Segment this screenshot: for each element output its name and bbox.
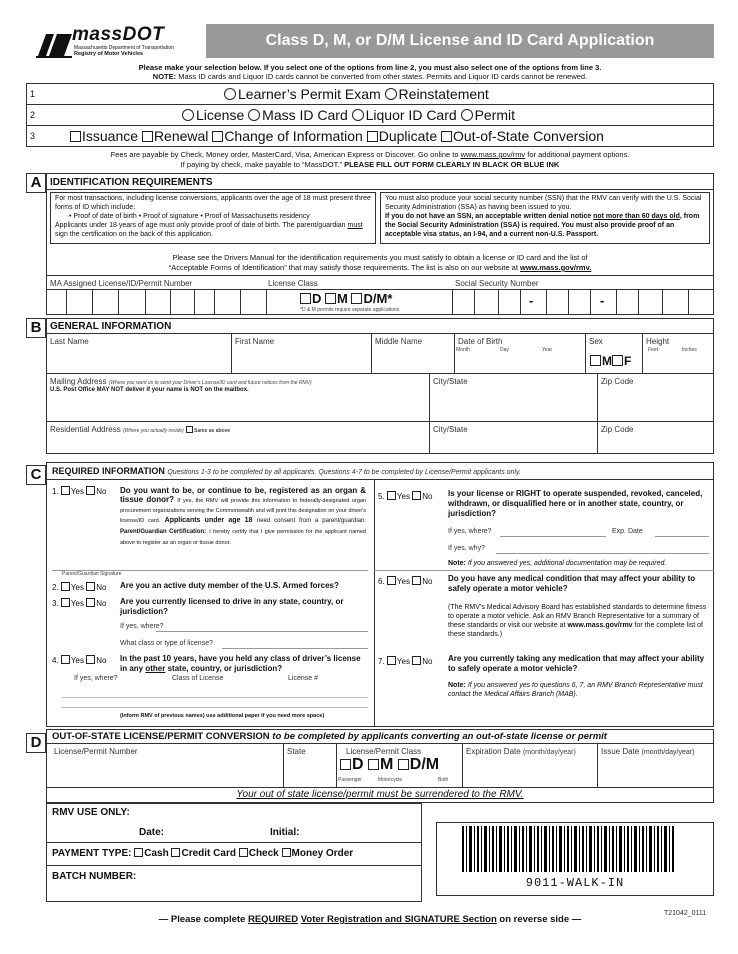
q2-no-checkbox[interactable]	[86, 582, 95, 591]
section-b-letter: B	[26, 318, 46, 338]
q6-answers: 6. Yes No	[378, 577, 433, 586]
surrender-note: Your out of state license/permit must be surrendered to the RMV.	[236, 789, 524, 800]
q6-text: Do you have any medical condition that may affect your ability to safely operate a motor vehicle?	[448, 574, 696, 593]
q5-note: Note: If you answered yes, additional documentation may be required.	[448, 560, 667, 567]
class-d-option[interactable]: D	[300, 291, 321, 306]
q4-no-checkbox[interactable]	[86, 655, 95, 664]
checkbox-icon[interactable]	[351, 293, 362, 304]
dob-year-label: Year	[542, 347, 553, 353]
line-1-options	[224, 86, 489, 102]
q5-yes-checkbox[interactable]	[387, 491, 396, 500]
sex-f-option[interactable]: F	[612, 354, 631, 368]
checkbox-icon[interactable]	[441, 131, 452, 142]
q6-no-checkbox[interactable]	[412, 576, 421, 585]
option-out-of-state[interactable]: Out-of-State Conversion	[441, 128, 604, 144]
q1-yes-checkbox[interactable]	[61, 486, 70, 495]
last-name-label: Last Name	[50, 337, 89, 346]
note-text: Mass ID cards and Liquor ID cards cannot be converted from other states. Permits and Liquor ID cards cannot be renewed.	[178, 72, 588, 81]
website-link[interactable]: www.mass.gov/rmv.	[520, 263, 592, 272]
class-dm-option[interactable]: D/M*	[351, 291, 392, 306]
oos-class-d[interactable]: D	[340, 756, 364, 773]
line-3-number: 3	[30, 131, 36, 141]
mailing-zip-label: Zip Code	[601, 377, 634, 386]
oos-class-sub-motorcycle: Motorcycle	[378, 777, 403, 783]
q1-answers: 1. Yes No	[52, 487, 107, 496]
checkbox-icon[interactable]	[340, 759, 351, 770]
section-a-letter: A	[26, 173, 46, 193]
section-c-subtitle: Questions 1-3 to be completed by all applicants. Questions 4-7 to be completed by License/Permit applicants only.	[167, 469, 521, 476]
section-d-subtitle: to be completed by applicants converting an out-of-state license or permit	[272, 731, 607, 742]
rmv-initial-label: Initial:	[270, 827, 300, 838]
section-d-title: OUT-OF-STATE LICENSE/PERMIT CONVERSION	[52, 731, 270, 742]
option-permit[interactable]: Permit	[461, 107, 515, 123]
inches-label: Inches	[682, 347, 697, 353]
radio-icon[interactable]	[182, 109, 194, 121]
license-number-label: MA Assigned License/ID/Permit Number	[50, 279, 193, 288]
fees-line-2: If paying by check, make payable to “MassDOT.” PLEASE FILL OUT FORM CLEARLY IN BLACK OR BLUE INK	[180, 160, 560, 169]
oos-class-m[interactable]: M	[368, 756, 393, 773]
oos-class-label: License/Permit Class	[346, 747, 422, 756]
oos-issue-label: Issue Date (month/day/year)	[601, 747, 695, 756]
oos-class-options	[340, 756, 439, 774]
q5-answers: 5. Yes No	[378, 492, 433, 501]
id-requirements-right-text: You must also produce your social security number (SSN) that the RMV can verify with the U.S. Social Security Administration (SSA) as having been issued to you. If you do not have an SSN, an acceptable written denial notice not more than 60 days old, from the Social Security Administration (SSA) is required. You must also provide proof of an acceptable visa status, an I-94, and a current non-U.S. Passport.	[385, 195, 702, 238]
footer-note: — Please complete REQUIRED Voter Registration and SIGNATURE Section on reverse side —	[158, 914, 582, 925]
dob-day-label: Day	[500, 347, 509, 353]
section-d-heading	[52, 731, 607, 742]
section-c-heading	[52, 466, 521, 476]
section-c-title: REQUIRED INFORMATION	[52, 466, 165, 476]
q2-answers: 2. Yes No	[52, 583, 107, 592]
barcode-icon	[462, 826, 674, 872]
section-a-title: IDENTIFICATION REQUIREMENTS	[50, 177, 213, 188]
intro-note	[26, 72, 714, 81]
checkbox-icon[interactable]	[300, 293, 311, 304]
logo-sub2: Registry of Motor Vehicles	[74, 51, 144, 57]
line-3-options	[70, 128, 604, 144]
payment-money-order[interactable]: Money Order	[282, 848, 354, 859]
mailing-city-label: City/State	[433, 377, 468, 386]
oos-class-sub-both: Both	[438, 777, 449, 783]
q2-text: Are you an active duty member of the U.S. Armed forces?	[120, 581, 339, 590]
line-1-number: 1	[30, 89, 36, 99]
q3-answers: 3. Yes No	[52, 599, 107, 608]
parent-signature-label: Parent/Guardian Signature	[62, 571, 122, 577]
q4-yes-checkbox[interactable]	[61, 655, 70, 664]
option-liquor-id[interactable]: Liquor ID Card	[352, 107, 457, 123]
oos-state-label: State	[287, 747, 306, 756]
license-class-label: License Class	[268, 279, 318, 288]
dob-month-label: Month	[456, 347, 470, 353]
checkbox-icon[interactable]	[367, 131, 378, 142]
option-issuance[interactable]: Issuance	[70, 128, 138, 144]
radio-icon[interactable]	[224, 88, 236, 100]
section-d-letter: D	[26, 733, 46, 753]
oos-class-sub-passenger: Passenger	[338, 777, 362, 783]
same-as-above-checkbox[interactable]	[186, 426, 193, 433]
q4-answers: 4. Yes No	[52, 656, 107, 665]
q3-yes-checkbox[interactable]	[61, 598, 70, 607]
payment-check[interactable]: Check	[239, 848, 279, 859]
po-note: U.S. Post Office MAY NOT deliver if your name is NOT on the mailbox.	[50, 387, 249, 393]
q5-where-label: If yes, where?	[448, 528, 492, 535]
q5-text: Is your license or RIGHT to operate suspended, revoked, canceled, withdrawn, or disqualified here or in another state, country, or jurisdiction?	[448, 489, 703, 518]
radio-icon[interactable]	[352, 109, 364, 121]
oos-license-number-label: License/Permit Number	[54, 747, 138, 756]
manual-line-1: Please see the Drivers Manual for the identification requirements you must satisfy to obtain a license or ID card and the list of	[172, 253, 588, 262]
page-title: Class D, M, or D/M License and ID Card Application	[265, 32, 655, 49]
q4-inform-note: (Inform RMV of previous names) use additional paper if you need more space)	[120, 713, 325, 719]
q1-no-checkbox[interactable]	[86, 486, 95, 495]
checkbox-icon[interactable]	[368, 759, 379, 770]
q3-text: Are you currently licensed to drive in any state, country, or jurisdiction?	[120, 597, 344, 616]
q4-license-label: License #	[288, 675, 318, 682]
manual-line-2: “Acceptable Forms of Identification” that may satisfy those requirements. The list is also on our website at www.mass.gov/rmv.	[168, 263, 592, 272]
class-m-option[interactable]: M	[325, 291, 348, 306]
residential-zip-label: Zip Code	[601, 425, 634, 434]
logo-mark-icon	[36, 26, 74, 58]
payment-credit[interactable]: Credit Card	[171, 848, 235, 859]
q2-yes-checkbox[interactable]	[61, 582, 70, 591]
q7-note: Note: If you answered yes to questions 6, 7, an RMV Branch Representative must contact the Medical Affairs Branch (MAB).	[448, 682, 703, 698]
option-reinstatement[interactable]: Reinstatement	[385, 86, 489, 102]
payment-type: PAYMENT TYPE: Cash Credit Card Check Money Order	[52, 848, 354, 859]
checkbox-icon[interactable]	[239, 848, 248, 857]
q6-url-link[interactable]: www.mass.gov/rmv	[567, 622, 633, 629]
dob-label: Date of Birth	[458, 337, 503, 346]
q7-yes-checkbox[interactable]	[387, 656, 396, 665]
oos-class-dm[interactable]: D/M	[398, 756, 439, 773]
option-license[interactable]: License	[182, 107, 244, 123]
q6-paragraph: (The RMV’s Medical Advisory Board has established standards to determine fitness to operate a motor vehicle. Ask an RMV Branch Representative for a summary of these standards or visit our website at www.mass.gov/rmv for the complete list of these standards.)	[448, 604, 707, 638]
checkbox-icon[interactable]	[325, 293, 336, 304]
q6-yes-checkbox[interactable]	[387, 576, 396, 585]
residential-address-label: Residential Address (Where you actually reside) Same as above	[50, 425, 231, 434]
checkbox-icon[interactable]	[134, 848, 143, 857]
q7-text: Are you currently taking any medication that may affect your ability to safely operate a motor vehicle?	[448, 654, 705, 673]
height-label: Height	[646, 337, 670, 346]
option-learners-permit[interactable]: Learner’s Permit Exam	[224, 86, 381, 102]
mailing-address-label: Mailing Address (Where you want us to send your Driver’s License/ID card and future notices from the RMV)	[50, 377, 312, 386]
q3-where-label: If yes, where?	[120, 623, 164, 630]
checkbox-icon[interactable]	[398, 759, 409, 770]
checkbox-icon[interactable]	[590, 355, 601, 366]
q5-why-label: If yes, why?	[448, 545, 485, 552]
license-class-options	[300, 291, 392, 306]
checkbox-icon[interactable]	[212, 131, 223, 142]
feet-label: Feet	[648, 347, 659, 353]
ssn-dash-1: -	[529, 293, 534, 308]
first-name-label: First Name	[235, 337, 275, 346]
option-change-info[interactable]: Change of Information	[212, 128, 363, 144]
checkbox-icon[interactable]	[282, 848, 291, 857]
massdot-logo	[36, 24, 206, 60]
intro-line: Please make your selection below. If you select one of the options from line 2, you must also select one of the options from line 3.	[138, 63, 602, 72]
logo-text: massDOT	[72, 24, 165, 45]
middle-name-label: Middle Name	[375, 337, 423, 346]
ssn-label: Social Security Number	[455, 279, 539, 288]
q4-class-label: Class of License	[172, 675, 224, 682]
q5-exp-label: Exp. Date	[612, 528, 643, 535]
q3-no-checkbox[interactable]	[86, 598, 95, 607]
sex-options	[590, 354, 631, 368]
note-label: NOTE:	[152, 72, 177, 81]
checkbox-icon[interactable]	[70, 131, 81, 142]
checkbox-icon[interactable]	[142, 131, 153, 142]
q4-text: In the past 10 years, have you held any class of driver’s license in any other state, country, or jurisdiction?	[120, 654, 361, 673]
q3-class-label: What class or type of license?	[120, 640, 213, 647]
form-number: T21042_0111	[664, 910, 707, 917]
section-b-title: GENERAL INFORMATION	[50, 321, 172, 332]
q1-text: Do you want to be, or continue to be, registered as an organ & tissue donor? If yes, the RMV will provide this information to federally-designated organ procurement organizations serving the Commonwealth and will print this designation on your driver's license/ID card. Applicants under age 18 need consent from a parent/guardian. Parent/Guardian Certification: I hereby certify that I give permission for the applicant named above to register as an organ or tissue donor.	[120, 486, 367, 546]
checkbox-icon[interactable]	[171, 848, 180, 857]
logo-sub1: Massachusetts Department of Transportation	[74, 45, 174, 51]
checkbox-icon[interactable]	[612, 355, 623, 366]
section-c-letter: C	[26, 465, 46, 485]
rmv-url-link[interactable]: www.mass.gov/rmv	[460, 150, 526, 159]
q5-no-checkbox[interactable]	[412, 491, 421, 500]
q7-answers: 7. Yes No	[378, 657, 433, 666]
radio-icon[interactable]	[248, 109, 260, 121]
line-2-options	[182, 107, 515, 123]
oos-exp-label: Expiration Date (month/day/year)	[466, 747, 576, 756]
batch-number-label: BATCH NUMBER:	[52, 871, 137, 882]
q7-no-checkbox[interactable]	[412, 656, 421, 665]
line-2-number: 2	[30, 110, 36, 120]
option-renewal[interactable]: Renewal	[142, 128, 208, 144]
fees-line-1: Fees are payable by Check, Money order, MasterCard, Visa, American Express or Discover. Go online to www.mass.gov/rmv for additional payment options.	[110, 150, 630, 159]
residential-city-label: City/State	[433, 425, 468, 434]
id-requirements-left-text: For most transactions, including license conversions, applicants over the age of 18 must present three forms of ID which include: • Proof of date of birth • Proof of signature • Proof of Massachusetts residency Applicants under 18 years of age must only provide proof of date of birth. The parent/guardian must sign the certification on the back of this application.	[55, 195, 371, 238]
option-duplicate[interactable]: Duplicate	[367, 128, 437, 144]
q4-where-label: If yes, where?	[74, 675, 118, 682]
radio-icon[interactable]	[461, 109, 473, 121]
payment-cash[interactable]: Cash	[134, 848, 168, 859]
sex-m-option[interactable]: M	[590, 354, 612, 368]
rmv-use-title: RMV USE ONLY:	[52, 807, 130, 818]
radio-icon[interactable]	[385, 88, 397, 100]
class-note: *D & M permits require separate applications	[300, 307, 400, 313]
barcode-text: 9011-WALK-IN	[525, 876, 625, 890]
rmv-date-label: Date:	[139, 827, 165, 838]
ssn-dash-2: -	[600, 293, 605, 308]
option-mass-id[interactable]: Mass ID Card	[248, 107, 348, 123]
sex-label: Sex	[589, 337, 603, 346]
